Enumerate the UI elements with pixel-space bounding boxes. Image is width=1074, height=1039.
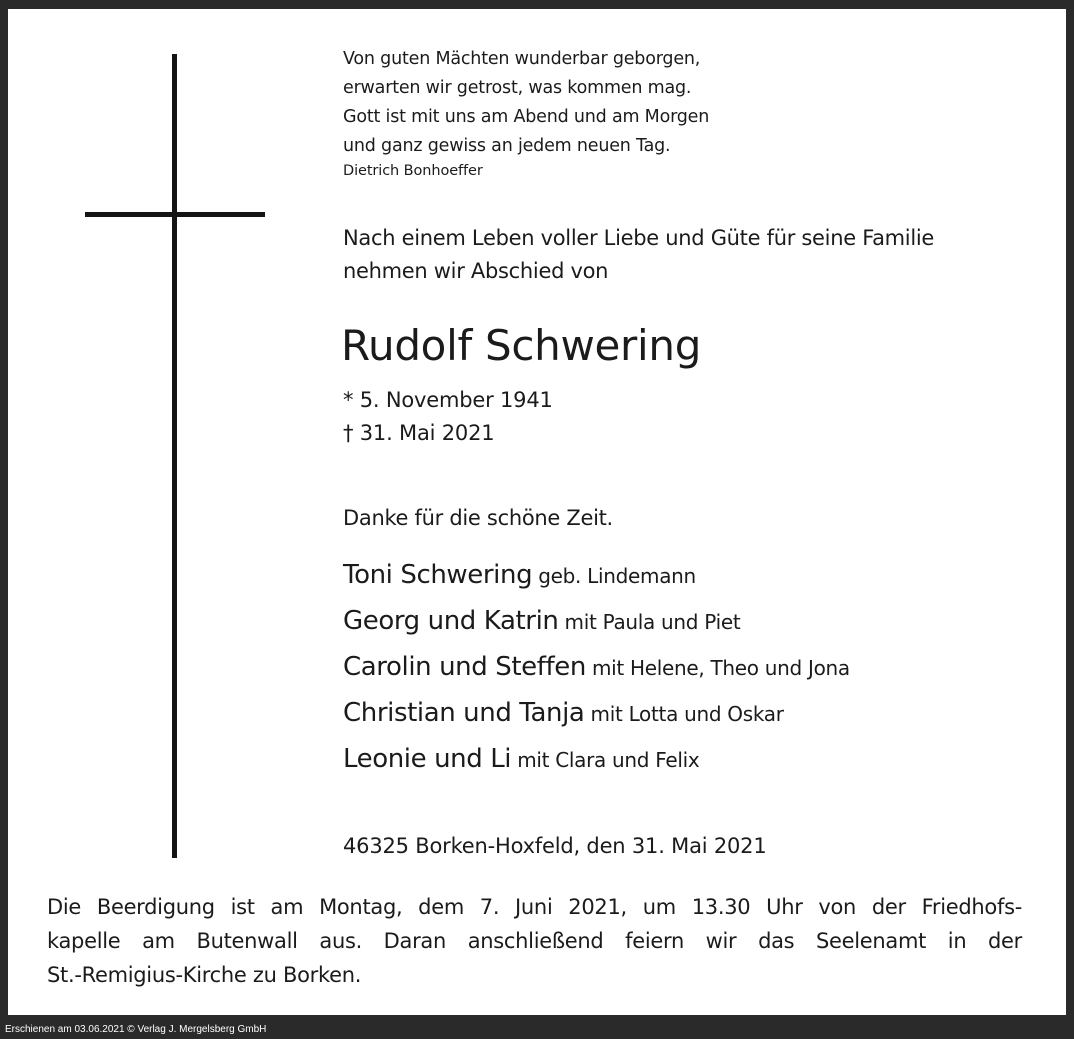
mourner-detail: mit Paula und Piet — [558, 610, 741, 634]
life-dates — [343, 384, 553, 450]
birth-date: * 5. November 1941 — [343, 388, 553, 412]
funeral-line: Die Beerdigung ist am Montag, dem 7. Juni 2021, um 13.30 Uhr von der Friedhofs- — [47, 895, 1022, 919]
place-and-date: 46325 Borken-Hoxfeld, den 31. Mai 2021 — [343, 834, 767, 858]
poem-line: Gott ist mit uns am Abend und am Morgen — [343, 107, 710, 127]
funeral-line: St.-Remigius-Kirche zu Borken. — [47, 963, 362, 987]
poem-quote — [343, 45, 709, 161]
poem-line: Von guten Mächten wunderbar geborgen, — [343, 49, 701, 69]
cross-icon-vertical-bar — [172, 54, 177, 858]
poem-line: erwarten wir getrost, was kommen mag. — [343, 78, 692, 98]
mourner-detail: mit Clara und Felix — [511, 748, 700, 772]
thanks-line: Danke für die schöne Zeit. — [343, 506, 613, 530]
mourner-name: Georg und Katrin — [343, 606, 559, 636]
mourner-name: Christian und Tanja — [343, 698, 585, 728]
mourner-name: Carolin und Steffen — [343, 652, 586, 682]
intro-text — [343, 222, 934, 288]
mourner-name: Toni Schwering — [343, 560, 533, 590]
mourner-name: Leonie und Li — [343, 744, 512, 774]
poem-line: und ganz gewiss an jedem neuen Tag. — [343, 136, 671, 156]
mourners-list — [343, 552, 850, 782]
mourner-entry — [343, 644, 850, 690]
intro-line: nehmen wir Abschied von — [343, 259, 609, 283]
funeral-details — [47, 890, 1022, 992]
publication-footer: Erschienen am 03.06.2021 © Verlag J. Mergelsberg GmbH — [5, 1024, 267, 1035]
mourner-entry — [343, 736, 850, 782]
mourner-entry — [343, 690, 850, 736]
mourner-detail: geb. Lindemann — [532, 564, 696, 588]
mourner-entry — [343, 552, 850, 598]
intro-line: Nach einem Leben voller Liebe und Güte für seine Familie — [343, 226, 935, 250]
mourner-detail: mit Lotta und Oskar — [584, 702, 784, 726]
cross-icon-horizontal-bar — [85, 212, 265, 217]
funeral-line: kapelle am Butenwall aus. Daran anschließend feiern wir das Seelenamt in der — [47, 929, 1022, 953]
poem-author: Dietrich Bonhoeffer — [343, 163, 483, 179]
deceased-name: Rudolf Schwering — [341, 321, 702, 370]
mourner-entry — [343, 598, 850, 644]
death-date: † 31. Mai 2021 — [343, 421, 495, 445]
mourner-detail: mit Helene, Theo und Jona — [585, 656, 850, 680]
